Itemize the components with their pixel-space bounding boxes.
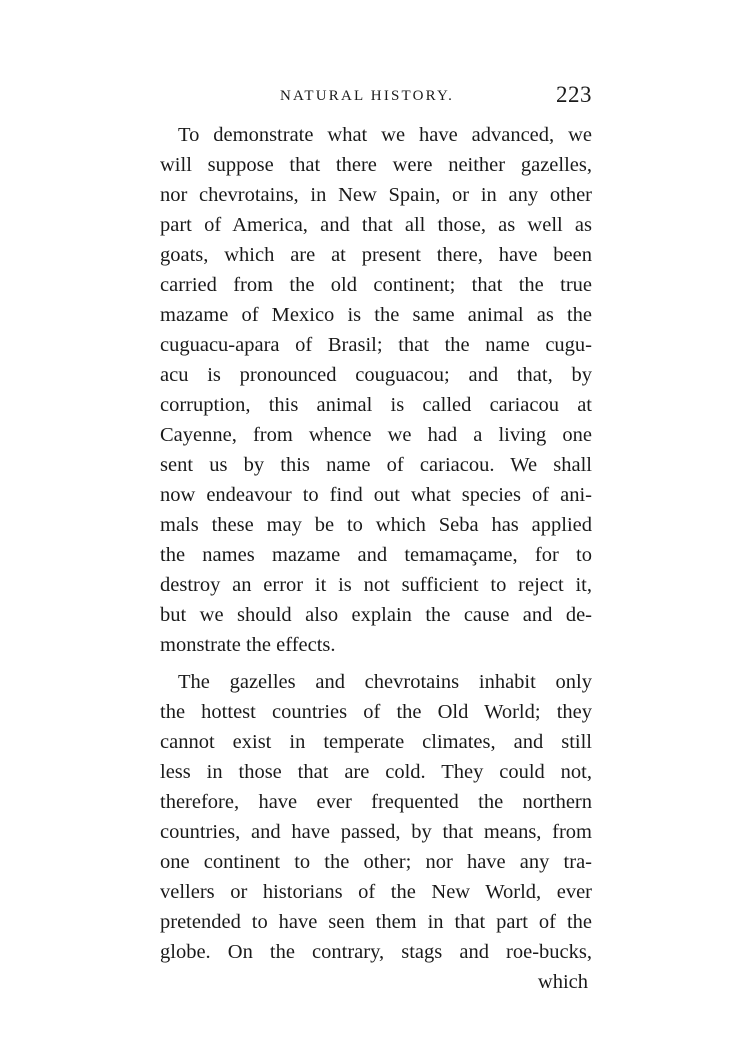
text-line: acu is pronounced couguacou; and that, by — [160, 364, 592, 386]
page-number: 223 — [556, 82, 592, 107]
text-line: carried from the old continent; that the true — [160, 274, 592, 296]
text-line: cuguacu-apara of Brasil; that the name cugu- — [160, 334, 592, 356]
text-line: Cayenne, from whence we had a living one — [160, 424, 592, 446]
text-line: therefore, have ever frequented the northern — [160, 791, 592, 813]
text-line: countries, and have passed, by that means, from — [160, 821, 592, 843]
text-line: The gazelles and chevrotains inhabit only — [178, 671, 592, 693]
running-title: NATURAL HISTORY. — [280, 88, 455, 104]
text-line: To demonstrate what we have advanced, we — [178, 124, 592, 146]
text-line: cannot exist in temperate climates, and still — [160, 731, 592, 753]
body-text — [160, 120, 592, 997]
text-line: monstrate the effects. — [160, 634, 336, 656]
paragraph-2 — [160, 667, 592, 967]
text-line: nor chevrotains, in New Spain, or in any other — [160, 184, 592, 206]
text-line: but we should also explain the cause and de- — [160, 604, 592, 626]
running-head — [160, 82, 592, 112]
text-line: destroy an error it is not sufficient to reject it, — [160, 574, 592, 596]
text-line: mazame of Mexico is the same animal as the — [160, 304, 592, 326]
text-line: mals these may be to which Seba has applied — [160, 514, 592, 536]
text-line: the hottest countries of the Old World; they — [160, 701, 592, 723]
text-line: less in those that are cold. They could not, — [160, 761, 592, 783]
paragraph-1 — [160, 120, 592, 660]
text-line: the names mazame and temamaçame, for to — [160, 544, 592, 566]
text-line: pretended to have seen them in that part of the — [160, 911, 592, 933]
catchword: which — [537, 971, 588, 993]
text-line: will suppose that there were neither gazelles, — [160, 154, 592, 176]
paragraph-gap — [160, 660, 592, 667]
text-line: globe. On the contrary, stags and roe-bucks, — [160, 941, 592, 963]
text-line: vellers or historians of the New World, ever — [160, 881, 592, 903]
text-line: part of America, and that all those, as well as — [160, 214, 592, 236]
text-line: one continent to the other; nor have any tra- — [160, 851, 592, 873]
text-line: now endeavour to find out what species of ani- — [160, 484, 592, 506]
text-line: corruption, this animal is called cariacou at — [160, 394, 592, 416]
text-line: sent us by this name of cariacou. We shall — [160, 454, 592, 476]
text-line: goats, which are at present there, have been — [160, 244, 592, 266]
